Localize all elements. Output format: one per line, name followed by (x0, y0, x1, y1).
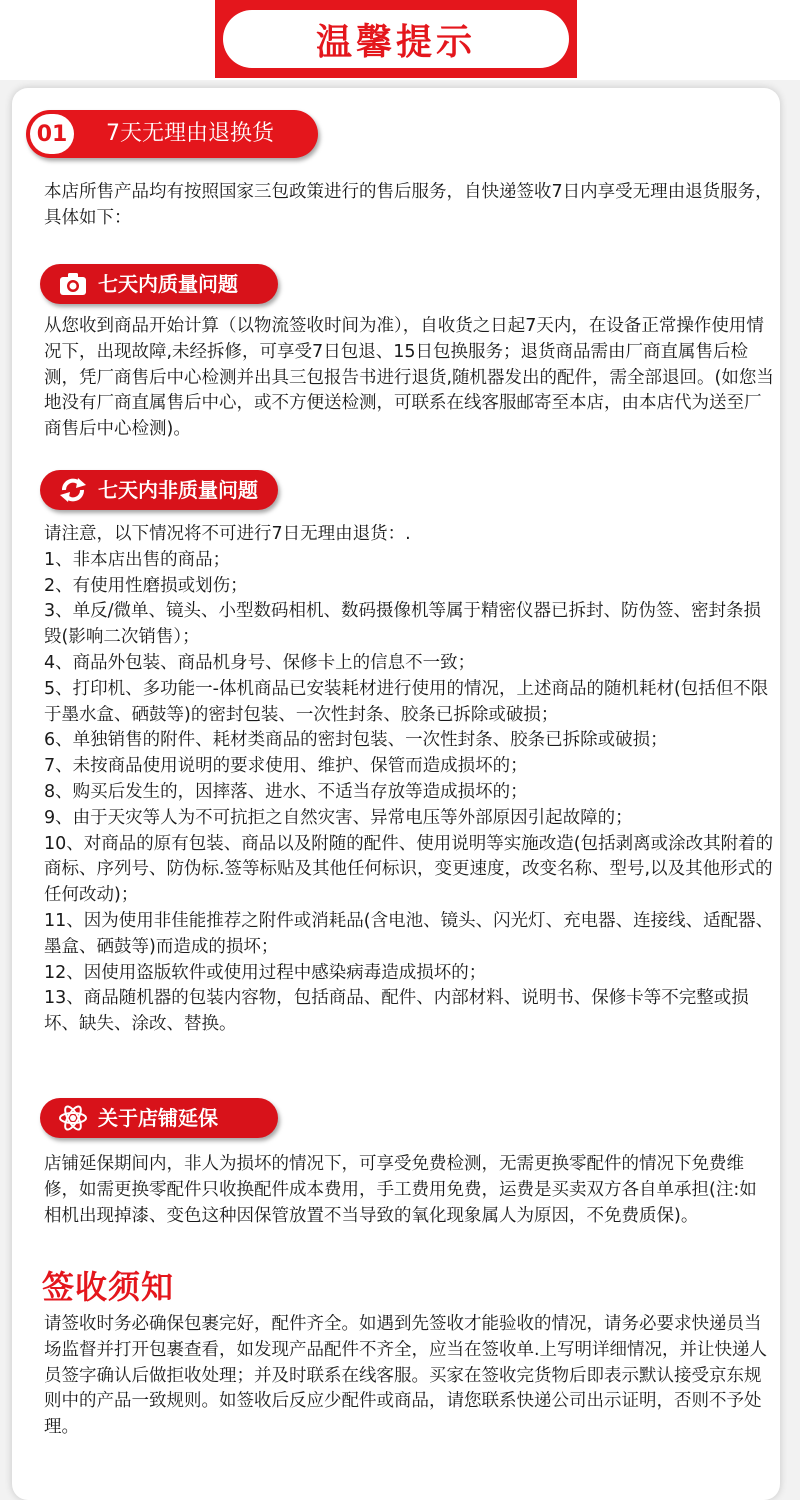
camera-icon (58, 270, 88, 298)
atom-icon (58, 1104, 88, 1132)
list-item: 2、有使用性磨损或划伤； (44, 575, 248, 596)
quality-body-text: 从您收到商品开始计算（以物流签收时间为准），自收货之日起7天内，在设备正常操作使用情况下，出现故障,未经拆修，可享受7日包退、15日包换服务；退货商品需由厂商直属售后检测，凭厂商售后中心检测并出具三包报告书进行退货,随机器发出的配件，需全部退回。(如您当地没有厂商直属售后中心，或不方便送检测，可联系在线客服邮寄至本店，由本店代为送至厂商售后中心检测)。 (44, 316, 774, 440)
receipt-body (44, 1312, 774, 1441)
nonquality-intro: 请注意，以下情况将不可进行7日无理由退货：. (44, 524, 411, 544)
receipt-title: 签收须知 (42, 1268, 175, 1306)
section-number: 01 (30, 114, 74, 154)
quality-body (44, 314, 774, 443)
banner (215, 0, 577, 78)
section-title: 7天无理由退换货 (106, 121, 274, 146)
list-item: 8、购买后发生的，因摔落、进水、不适当存放等造成损坏的； (44, 781, 528, 802)
warranty-heading (40, 1098, 278, 1138)
list-item: 1、非本店出售的商品； (44, 549, 231, 570)
list-item: 11、因为使用非佳能推荐之附件或消耗品(含电池、镜头、闪光灯、充电器、连接线、适配器、墨盒、硒鼓等)而造成的损坏； (44, 910, 774, 957)
list-item: 7、未按商品使用说明的要求使用、维护、保管而造成损坏的； (44, 756, 528, 777)
receipt-body-text: 请签收时务必确保包裹完好，配件齐全。如遇到先签收才能验收的情况，请务必要求快递员当场监督并打开包裹查看，如发现产品配件不齐全，应当在签收单.上写明详细情况，并让快递人员签字确认后做拒收处理；并及时联系在线客服。买家在签收完货物后即表示默认接受京东规则中的产品一致规则。如签收后反应少配件或商品，请您联系快递公司出示证明，否则不予处理。 (44, 1314, 768, 1438)
returns-intro-text: 本店所售产品均有按照国家三包政策进行的售后服务，自快递签收7日内享受无理由退货服务，具体如下： (44, 182, 773, 228)
warranty-body (44, 1152, 774, 1229)
nonquality-body (44, 522, 774, 1038)
returns-intro (44, 180, 774, 232)
list-item: 10、对商品的原有包装、商品以及附随的配件、使用说明等实施改造(包括剥离或涂改其附着的商标、序列号、防伪标.签等标贴及其他任何标识，变更速度，改变名称、型号,以及其他形式的任何改动)； (44, 833, 774, 906)
list-item: 13、商品随机器的包装内容物，包括商品、配件、内部材料、说明书、保修卡等不完整或损坏、缺失、涂改、替换。 (44, 988, 749, 1035)
nonquality-title: 七天内非质量问题 (98, 478, 258, 502)
list-item: 12、因使用盗版软件或使用过程中感染病毒造成损坏的； (44, 962, 487, 983)
banner-title: 温馨提示 (223, 10, 569, 68)
list-item: 9、由于天灾等人为不可抗拒之自然灾害、异常电压等外部原因引起故障的； (44, 807, 633, 828)
quality-title: 七天内质量问题 (98, 272, 238, 296)
quality-heading (40, 264, 278, 304)
warranty-title: 关于店铺延保 (98, 1106, 218, 1130)
nonquality-heading (40, 470, 278, 510)
list-item: 4、商品外包装、商品机身号、保修卡上的信息不一致； (44, 652, 476, 673)
list-item: 3、单反/微单、镜头、小型数码相机、数码摄像机等属于精密仪器已拆封、防伪签、密封条损毁(影响二次销售）； (44, 601, 762, 648)
warranty-body-text: 店铺延保期间内，非人为损坏的情况下，可享受免费检测，无需更换零配件的情况下免费维修，如需更换零配件只收换配件成本费用，手工费用免费，运费是买卖双方各自单承担(注:如相机出现掉漆、变色这种因保管放置不当导致的氧化现象属人为原因，不免费质保)。 (44, 1154, 757, 1226)
section-heading-returns (26, 110, 318, 158)
list-item: 5、打印机、多功能一-体机商品已安装耗材进行使用的情况，上述商品的随机耗材(包括但不限于墨水盒、硒鼓等)的密封包装、一次性封条、胶条已拆除或破损； (44, 678, 769, 725)
list-item: 6、单独销售的附件、耗材类商品的密封包装、一次性封条、胶条已拆除或破损； (44, 730, 668, 751)
refresh-icon (58, 476, 88, 504)
